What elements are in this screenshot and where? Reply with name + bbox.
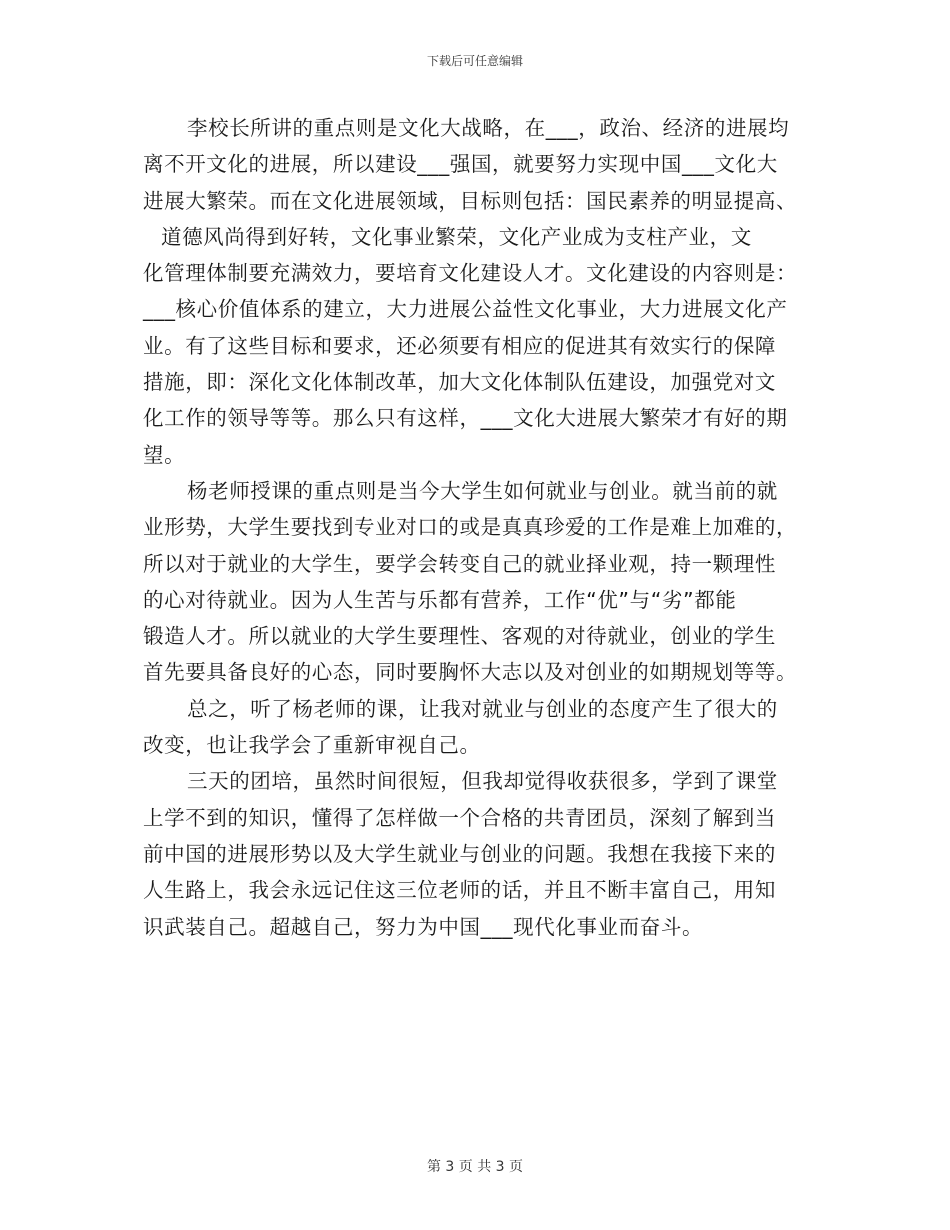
paragraph-5-line-2: 上学不到的知识，懂得了怎样做一个合格的共青团员，深刻了解到当 [143,805,776,830]
paragraph-3-line-6: 首先要具备良好的心态，同时要胸怀大志以及对创业的如期规划等等。 [143,660,798,685]
document-body [143,110,808,945]
paragraph-1-line-3: 进展大繁荣。而在文化进展领域，目标则包括：国民素养的明显提高、 [143,188,798,213]
paragraph-2-line-6: 化工作的领导等等。那么只有这样，___文化大进展大繁荣才有好的期 [143,406,788,431]
paragraph-1-line-1: 李校长所讲的重点则是文化大战略，在___，政治、经济的进展均 [187,116,790,140]
paragraph-3-line-2: 业形势，大学生要找到专业对口的或是真真珍爱的工作是难上加难的， [143,515,798,540]
page-number: 第 3 页 共 3 页 [426,1159,524,1175]
paragraph-5-line-3: 前中国的进展形势以及大学生就业与创业的问题。我想在我接下来的 [143,841,776,866]
paragraph-3-line-1: 杨老师授课的重点则是当今大学生如何就业与创业。就当前的就 [187,478,778,503]
paragraph-2-line-2: 化管理体制要充满效力，要培育文化建设人才。文化建设的内容则是： [143,261,798,286]
paragraph-3-line-3: 所以对于就业的大学生，要学会转变自己的就业择业观，持一颗理性 [143,551,776,576]
paragraph-5-line-4: 人生路上，我会永远记住这三位老师的话，并且不断丰富自己，用知 [143,878,776,903]
paragraph-2-line-7: 望。 [143,442,186,467]
paragraph-5-line-5: 识武装自己。超越自己，努力为中国___现代化事业而奋斗。 [143,914,704,939]
paragraph-2-line-1: 道德风尚得到好转，文化事业繁荣，文化产业成为支柱产业，文 [161,224,752,249]
paragraph-5-line-1: 三天的团培，虽然时间很短，但我却觉得收获很多，学到了课堂 [187,769,778,794]
paragraph-3-line-4: 的心对待就业。因为人生苦与乐都有营养，工作“优”与“劣”都能 [143,587,737,612]
paragraph-1-line-2: 离不开文化的进展，所以建设___强国，就要努力实现中国___文化大 [143,152,778,177]
paragraph-3-line-5: 锻造人才。所以就业的大学生要理性、客观的对待就业，创业的学生 [143,624,776,649]
paragraph-2-line-5: 措施，即：深化文化体制改革，加大文化体制队伍建设，加强党对文 [143,370,776,395]
paragraph-2-line-4: 业。有了这些目标和要求，还必须要有相应的促进其有效实行的保障 [143,333,776,358]
paragraph-4-line-2: 改变，也让我学会了重新审视自己。 [143,733,481,758]
paragraph-2-line-3: ___核心价值体系的建立，大力进展公益性文化事业，大力进展文化产 [143,297,788,322]
paragraph-4-line-1: 总之，听了杨老师的课，让我对就业与创业的态度产生了很大的 [187,696,778,721]
page-header: 下载后可任意编辑 [426,54,523,68]
